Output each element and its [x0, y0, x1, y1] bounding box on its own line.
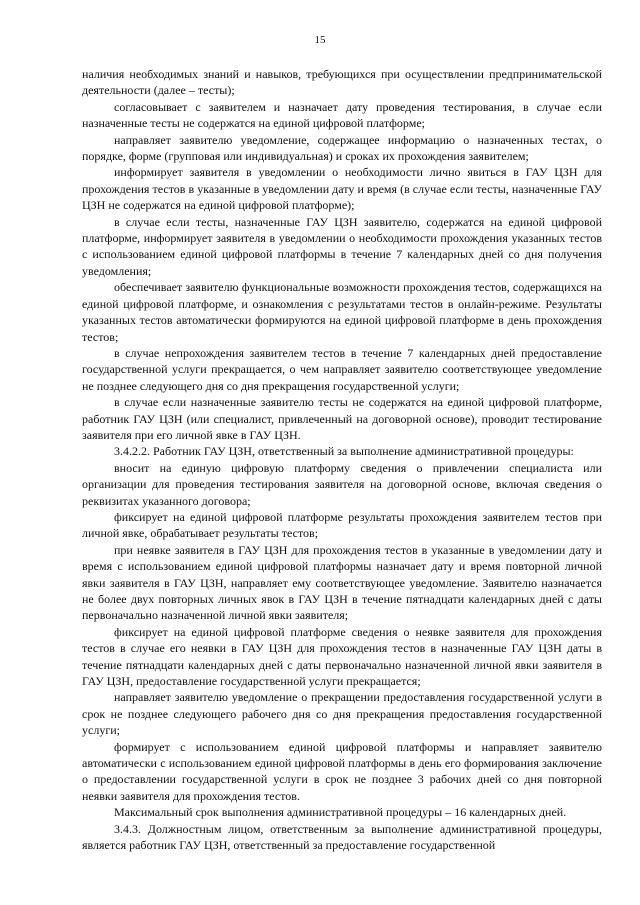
- paragraph: фиксирует на единой цифровой платформе результаты прохождения заявителем тестов при личной явке, обрабатывает результаты тестов;: [82, 509, 602, 541]
- paragraph: в случае если тесты, назначенные ГАУ ЦЗН заявителю, содержатся на единой цифровой платформе, информирует заявителя в уведомлении о необходимости прохождения указанных тестов с использованием единой цифровой платформы в течение 7 календарных дней со дня получения уведомления;: [82, 214, 602, 278]
- paragraph: направляет заявителю уведомление, содержащее информацию о назначенных тестах, о порядке, форме (групповая или индивидуальная) и сроках их прохождения заявителем;: [82, 132, 602, 164]
- paragraph: обеспечивает заявителю функциональные возможности прохождения тестов, содержащихся на единой цифровой платформе, и ознакомления с результатами тестов в онлайн-режиме. Результаты указанных тестов автоматически формируются на единой цифровой платформе в день прохождения тестов;: [82, 280, 602, 344]
- paragraph: согласовывает с заявителем и назначает дату проведения тестирования, в случае если назначенные тесты не содержатся на единой цифровой платформе;: [82, 99, 602, 131]
- paragraph: 3.4.2.2. Работник ГАУ ЦЗН, ответственный за выполнение административной процедуры:: [114, 444, 574, 459]
- paragraph: в случае если назначенные заявителю тесты не содержатся на единой цифровой платформе, работник ГАУ ЦЗН (или специалист, привлеченный на договорной основе), проводит тестирование заявителя при его личной явке в ГАУ ЦЗН.: [82, 395, 602, 442]
- paragraph: вносит на единую цифровую платформу сведения о привлечении специалиста или организации для проведения тестирования заявителя на договорной основе, включая сведения о реквизитах указанного договора;: [82, 460, 602, 508]
- paragraph: направляет заявителю уведомление о прекращении предоставления государственной услуги в срок не позднее следующего рабочего дня со дня прекращения предоставления государственной услуги;: [82, 690, 602, 738]
- page-number: 15: [314, 34, 326, 46]
- paragraph: в случае непрохождения заявителем тестов в течение 7 календарных дней предоставление государственной услуги прекращается, о чем направляет заявителю соответствующее уведомление не позднее следующего дня со дня прекращения государственной услуги;: [82, 345, 602, 393]
- paragraph: Максимальный срок выполнения административной процедуры – 16 календарных дней.: [114, 805, 567, 820]
- paragraph: фиксирует на единой цифровой платформе сведения о неявке заявителя для прохождения тестов в случае его неявки в ГАУ ЦЗН для прохождения тестов в назначенные ГАУ ЦЗН даты в течение пятнадцати календарных дней с даты первоначально назначенной личной явки заявителя в ГАУ ЦЗН, предоставление государственной услуги прекращается;: [82, 624, 602, 689]
- paragraph: 3.4.3. Должностным лицом, ответственным за выполнение административной процедуры, является работник ГАУ ЦЗН, ответственный за предоставление государственной: [82, 821, 602, 853]
- document-body: [82, 66, 602, 854]
- paragraph: наличия необходимых знаний и навыков, требующихся при осуществлении предпринимательской деятельности (далее – тесты);: [82, 67, 602, 98]
- paragraph: формирует с использованием единой цифровой платформы и направляет заявителю автоматически с использованием единой цифровой платформы в день его формирования заключение о предоставлении государственной услуги в срок не позднее 3 рабочих дней со дня повторной неявки заявителя для прохождения тестов.: [82, 739, 602, 803]
- paragraph: при неявке заявителя в ГАУ ЦЗН для прохождения тестов в указанные в уведомлении дату и время с использованием единой цифровой платформы назначает дату и время повторной личной явки заявителя в ГАУ ЦЗН, направляет ему соответствующее уведомление. Заявителю назначается не более двух повторных личных явок в ГАУ ЦЗН в течение пятнадцати календарных дней с даты первоначально назначенной личной явки заявителя;: [82, 542, 602, 623]
- paragraph: информирует заявителя в уведомлении о необходимости лично явиться в ГАУ ЦЗН для прохождения тестов в указанные в уведомлении дату и время (в случае если тесты, назначенные ГАУ ЦЗН не содержатся на единой цифровой платформе);: [82, 165, 602, 213]
